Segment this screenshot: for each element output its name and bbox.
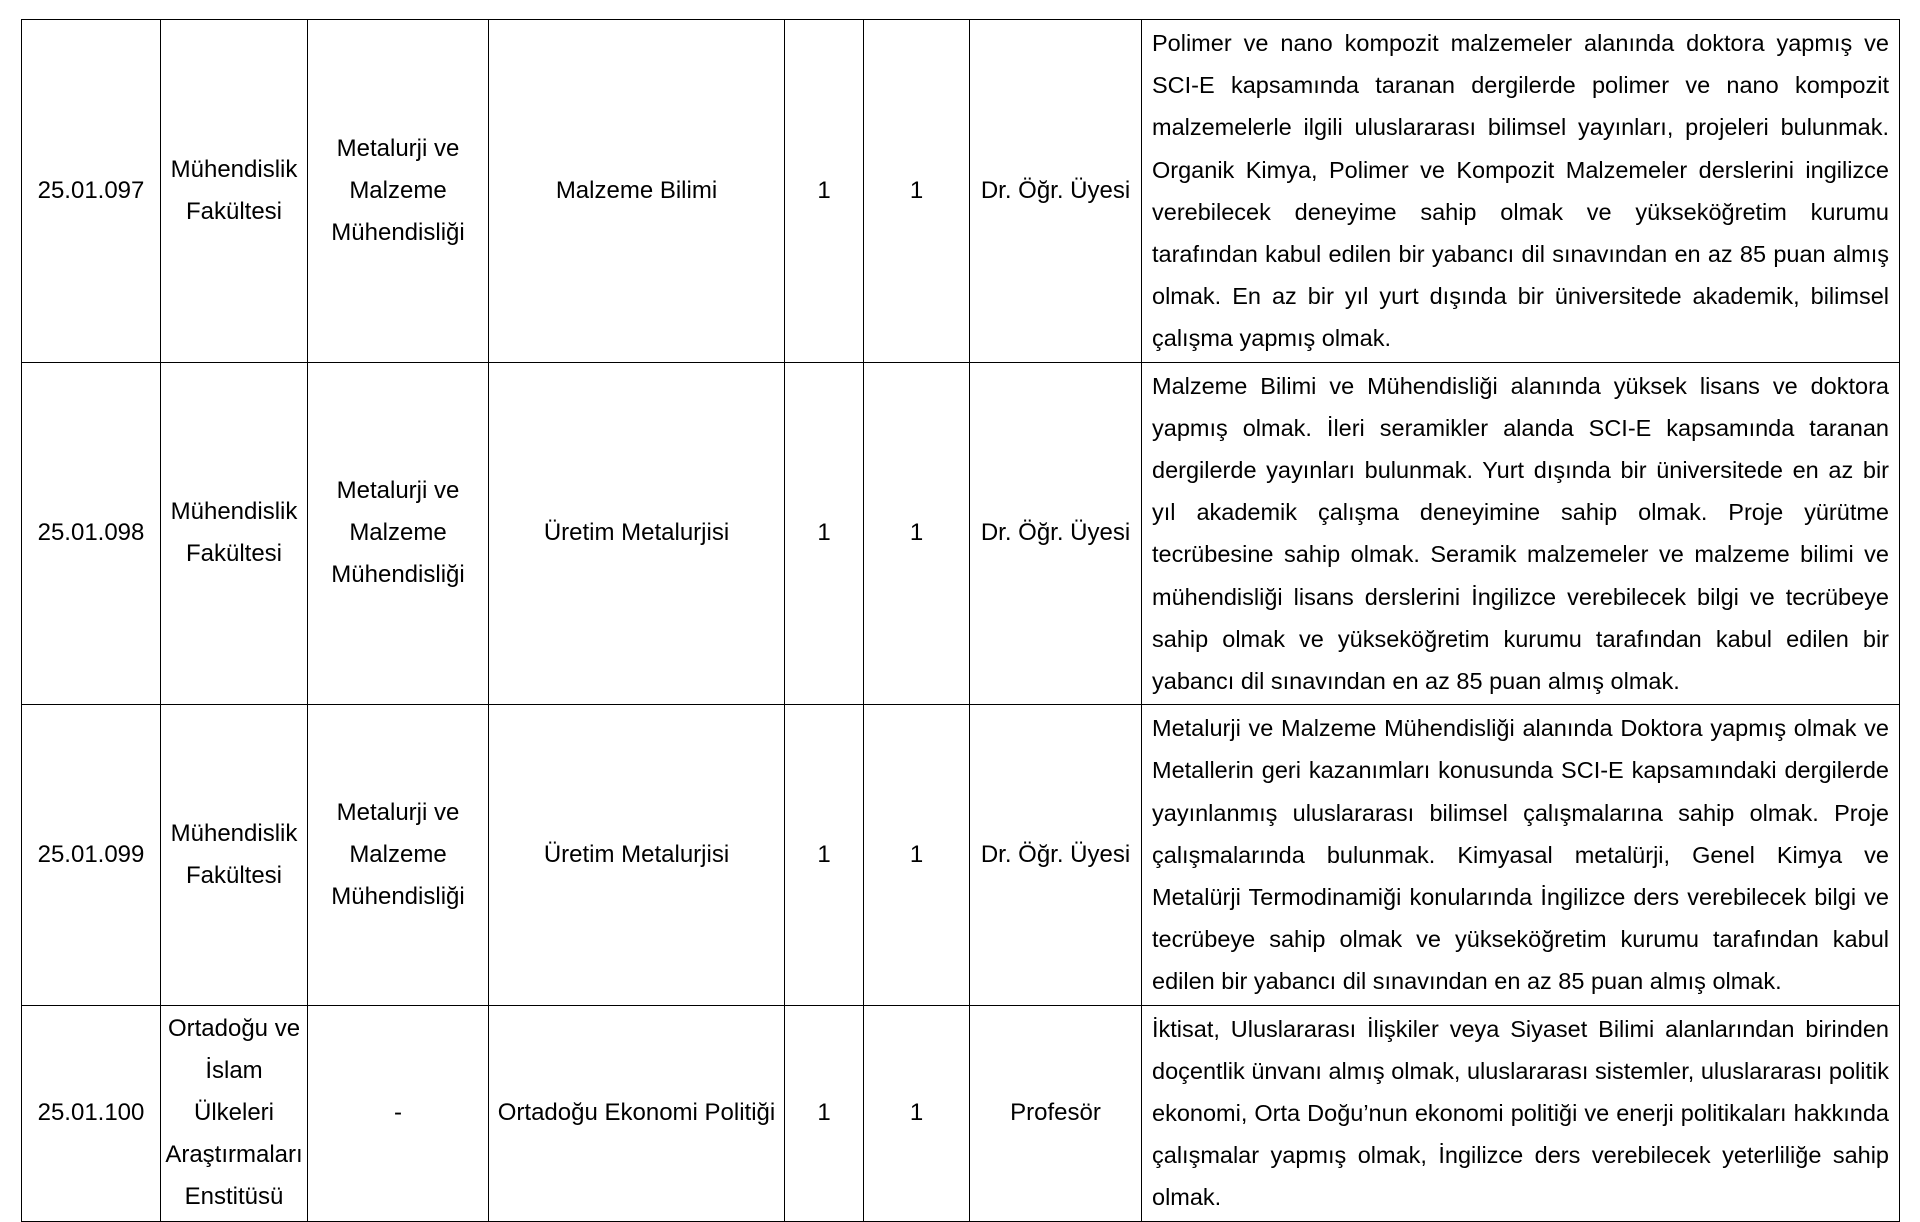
academic-title-cell: Profesör	[970, 1005, 1142, 1221]
academic-title-cell: Dr. Öğr. Üyesi	[970, 20, 1142, 363]
department-cell: -	[308, 1005, 489, 1221]
faculty-cell: Mühendislik Fakültesi	[161, 362, 308, 705]
table-row	[22, 362, 1900, 705]
requirements-cell: Polimer ve nano kompozit malzemeler alanında doktora yapmış ve SCI-E kapsamında taranan dergilerde polimer ve nano kompozit malzemelerle ilgili uluslararası bilimsel yayınları, projeleri bulunmak. Organik Kimya, Polimer ve Kompozit Malzemeler derslerini ingilizce verebilecek deneyime sahip olmak ve yükseköğretim kurumu tarafından kabul edilen bir yabancı dil sınavından en az 85 puan almış olmak. En az bir yıl yurt dışında bir üniversitede akademik, bilimsel çalışma yapmış olmak.	[1142, 20, 1900, 363]
quota-count-cell: 1	[864, 20, 970, 363]
field-cell: Malzeme Bilimi	[489, 20, 785, 363]
position-code-cell: 25.01.097	[22, 20, 161, 363]
position-code-cell: 25.01.100	[22, 1005, 161, 1221]
requirements-cell: İktisat, Uluslararası İlişkiler veya Siyaset Bilimi alanlarından birinden doçentlik ünvanı almış olmak, uluslararası sistemler, uluslararası politik ekonomi, Orta Doğu’nun ekonomi politiği ve enerji politikaları hakkında çalışmalar yapmış olmak, İngilizce ders verebilecek yeterliliğe sahip olmak.	[1142, 1005, 1900, 1221]
quota-count-cell: 1	[864, 362, 970, 705]
position-code-cell: 25.01.098	[22, 362, 161, 705]
academic-title-cell: Dr. Öğr. Üyesi	[970, 705, 1142, 1005]
quota-count-cell: 1	[864, 1005, 970, 1221]
faculty-cell: Mühendislik Fakültesi	[161, 705, 308, 1005]
positions-count-cell: 1	[785, 705, 864, 1005]
table-row	[22, 705, 1900, 1005]
department-cell: Metalurji ve Malzeme Mühendisliği	[308, 20, 489, 363]
field-cell: Ortadoğu Ekonomi Politiği	[489, 1005, 785, 1221]
positions-count-cell: 1	[785, 362, 864, 705]
quota-count-cell: 1	[864, 705, 970, 1005]
department-cell: Metalurji ve Malzeme Mühendisliği	[308, 362, 489, 705]
document-page	[21, 19, 1899, 1222]
field-cell: Üretim Metalurjisi	[489, 362, 785, 705]
requirements-cell: Metalurji ve Malzeme Mühendisliği alanında Doktora yapmış olmak ve Metallerin geri kazanımları konusunda SCI-E kapsamındaki dergilerde yayınlanmış uluslararası bilimsel çalışmalarına sahip olmak. Proje çalışmalarında bulunmak. Kimyasal metalürji, Genel Kimya ve Metalürji Termodinamiği konularında İngilizce ders verebilecek bilgi ve tecrübeye sahip olmak ve yükseköğretim kurumu tarafından kabul edilen bir yabancı dil sınavından en az 85 puan almış olmak.	[1142, 705, 1900, 1005]
requirements-cell: Malzeme Bilimi ve Mühendisliği alanında yüksek lisans ve doktora yapmış olmak. İleri seramikler alanda SCI-E kapsamında taranan dergilerde yayınları bulunmak. Yurt dışında bir üniversitede en az bir yıl akademik çalışma deneyimine sahip olmak. Proje yürütme tecrübesine sahip olmak. Seramik malzemeler ve malzeme bilimi ve mühendisliği lisans derslerini İngilizce verebilecek bilgi ve tecrübeye sahip olmak ve yükseköğretim kurumu tarafından kabul edilen bir yabancı dil sınavından en az 85 puan almış olmak.	[1142, 362, 1900, 705]
academic-title-cell: Dr. Öğr. Üyesi	[970, 362, 1142, 705]
positions-count-cell: 1	[785, 20, 864, 363]
positions-count-cell: 1	[785, 1005, 864, 1221]
table-row	[22, 20, 1900, 363]
department-cell: Metalurji ve Malzeme Mühendisliği	[308, 705, 489, 1005]
faculty-cell: Mühendislik Fakültesi	[161, 20, 308, 363]
table-row	[22, 1005, 1900, 1221]
position-code-cell: 25.01.099	[22, 705, 161, 1005]
field-cell: Üretim Metalurjisi	[489, 705, 785, 1005]
faculty-cell: Ortadoğu ve İslam Ülkeleri Araştırmaları Enstitüsü	[161, 1005, 308, 1221]
position-listing-table	[21, 19, 1900, 1222]
